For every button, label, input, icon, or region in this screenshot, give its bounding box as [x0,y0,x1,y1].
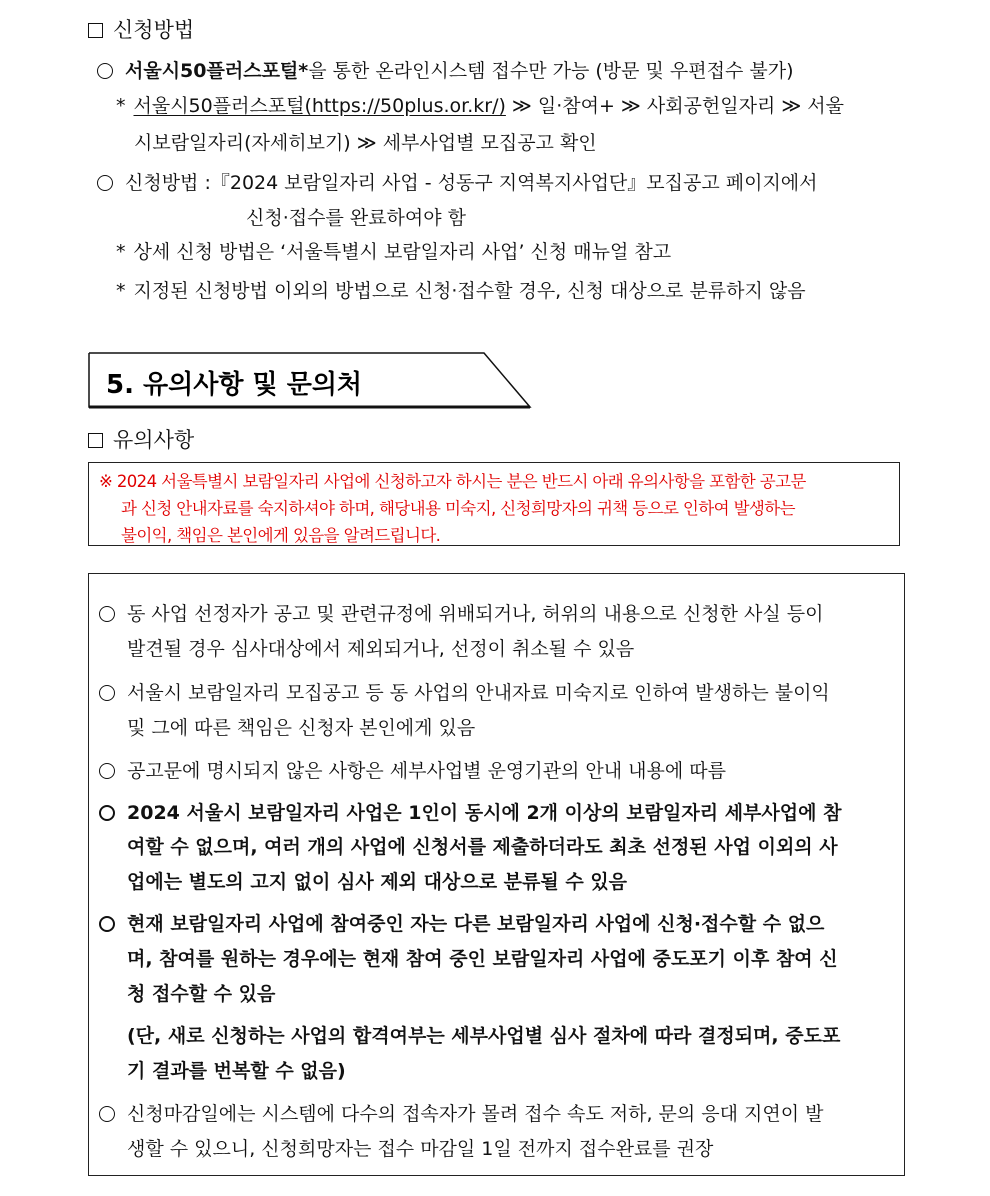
circle-bullet-icon [97,175,113,191]
note-4-cont-2: 업에는 별도의 고지 없이 심사 제외 대상으로 분류될 수 있음 [127,871,628,893]
method-item-2-cont: 신청·접수를 완료하여야 함 [246,207,467,229]
note-4: 2024 서울시 보람일자리 사업은 1인이 동시에 2개 이상의 보람일자리 세부사업에 참 [99,798,841,825]
method-note-2: * 상세 신청 방법은 ‘서울특별시 보람일자리 사업’ 신청 매뉴얼 참고 [116,241,672,263]
circle-bullet-icon [99,606,115,622]
note-5-cont-1: 며, 참여를 원하는 경우에는 현재 참여 중인 보람일자리 사업에 중도포기 이후 참여 신 [127,948,838,970]
note-6-cont: 생할 수 있으니, 신청희망자는 접수 마감일 1일 전까지 접수완료를 권장 [127,1138,714,1160]
circle-bullet-icon [99,916,115,932]
circle-bullet-icon [97,63,113,79]
note-2: 서울시 보람일자리 모집공고 등 동 사업의 안내자료 미숙지로 인하여 발생하는 불이익 [99,678,830,705]
note-5-paren-1: (단, 새로 신청하는 사업의 합격여부는 세부사업별 심사 절차에 따라 결정되며, 중도포 [127,1025,841,1047]
asterisk-icon: * [116,241,126,263]
checkbox-square-icon [88,433,103,448]
note-5-cont-2: 청 접수할 수 있음 [127,983,276,1005]
note-3: 공고문에 명시되지 않은 사항은 세부사업별 운영기관의 안내 내용에 따름 [99,756,726,783]
checkbox-square-icon [88,23,103,38]
warning-line-3: 불이익, 책임은 본인에게 있음을 알려드립니다. [121,526,441,545]
warning-box [88,462,900,546]
note-5: 현재 보람일자리 사업에 참여중인 자는 다른 보람일자리 사업에 신청·접수할 수 없으 [99,909,824,936]
section-title: 5. 유의사항 및 문의처 [88,352,530,408]
method-item-2: 신청방법 :『2024 보람일자리 사업 - 성동구 지역복지사업단』모집공고 페이지에서 [97,168,818,195]
method-note-1: * 서울시50플러스포털(https://50plus.or.kr/) ≫ 일·참여+ ≫ 사회공헌일자리 ≫ 서울 [116,95,845,117]
note-1: 동 사업 선정자가 공고 및 관련규정에 위배되거나, 허위의 내용으로 신청한 사실 등이 [99,599,824,626]
circle-bullet-icon [99,1106,115,1122]
portal-link[interactable]: 서울시50플러스포털(https://50plus.or.kr/) [133,95,506,117]
note-6: 신청마감일에는 시스템에 다수의 접속자가 몰려 접수 속도 저하, 문의 응대 지연이 발 [99,1099,824,1126]
notes-subheader: 유의사항 [88,424,194,454]
note-4-cont-1: 여할 수 없으며, 여러 개의 사업에 신청서를 제출하더라도 최초 선정된 사업 이외의 사 [127,836,838,858]
note-5-paren-2: 기 결과를 번복할 수 없음) [127,1060,346,1082]
circle-bullet-icon [99,805,115,821]
circle-bullet-icon [99,685,115,701]
circle-bullet-icon [99,763,115,779]
warning-line-1: ※ 2024 서울특별시 보람일자리 사업에 신청하고자 하시는 분은 반드시 아래 유의사항을 포함한 공고문 [99,472,806,491]
asterisk-icon: * [116,95,126,117]
asterisk-icon: * [116,280,126,302]
notes-box [88,573,905,1176]
note-2-cont: 및 그에 따른 책임은 신청자 본인에게 있음 [127,717,476,739]
method-note-3: * 지정된 신청방법 이외의 방법으로 신청·접수할 경우, 신청 대상으로 분류하지 않음 [116,280,806,302]
method-item-1: 서울시50플러스포털*을 통한 온라인시스템 접수만 가능 (방문 및 우편접수 불가) [97,56,794,83]
note-1-cont: 발견될 경우 심사대상에서 제외되거나, 선정이 취소될 수 있음 [127,638,635,660]
method-note-1-cont: 시보람일자리(자세히보기) ≫ 세부사업별 모집공고 확인 [134,132,597,154]
method-header: 신청방법 [88,14,194,44]
warning-line-2: 과 신청 안내자료를 숙지하셔야 하며, 해당내용 미숙지, 신청희망자의 귀책 등으로 인하여 발생하는 [121,499,795,518]
